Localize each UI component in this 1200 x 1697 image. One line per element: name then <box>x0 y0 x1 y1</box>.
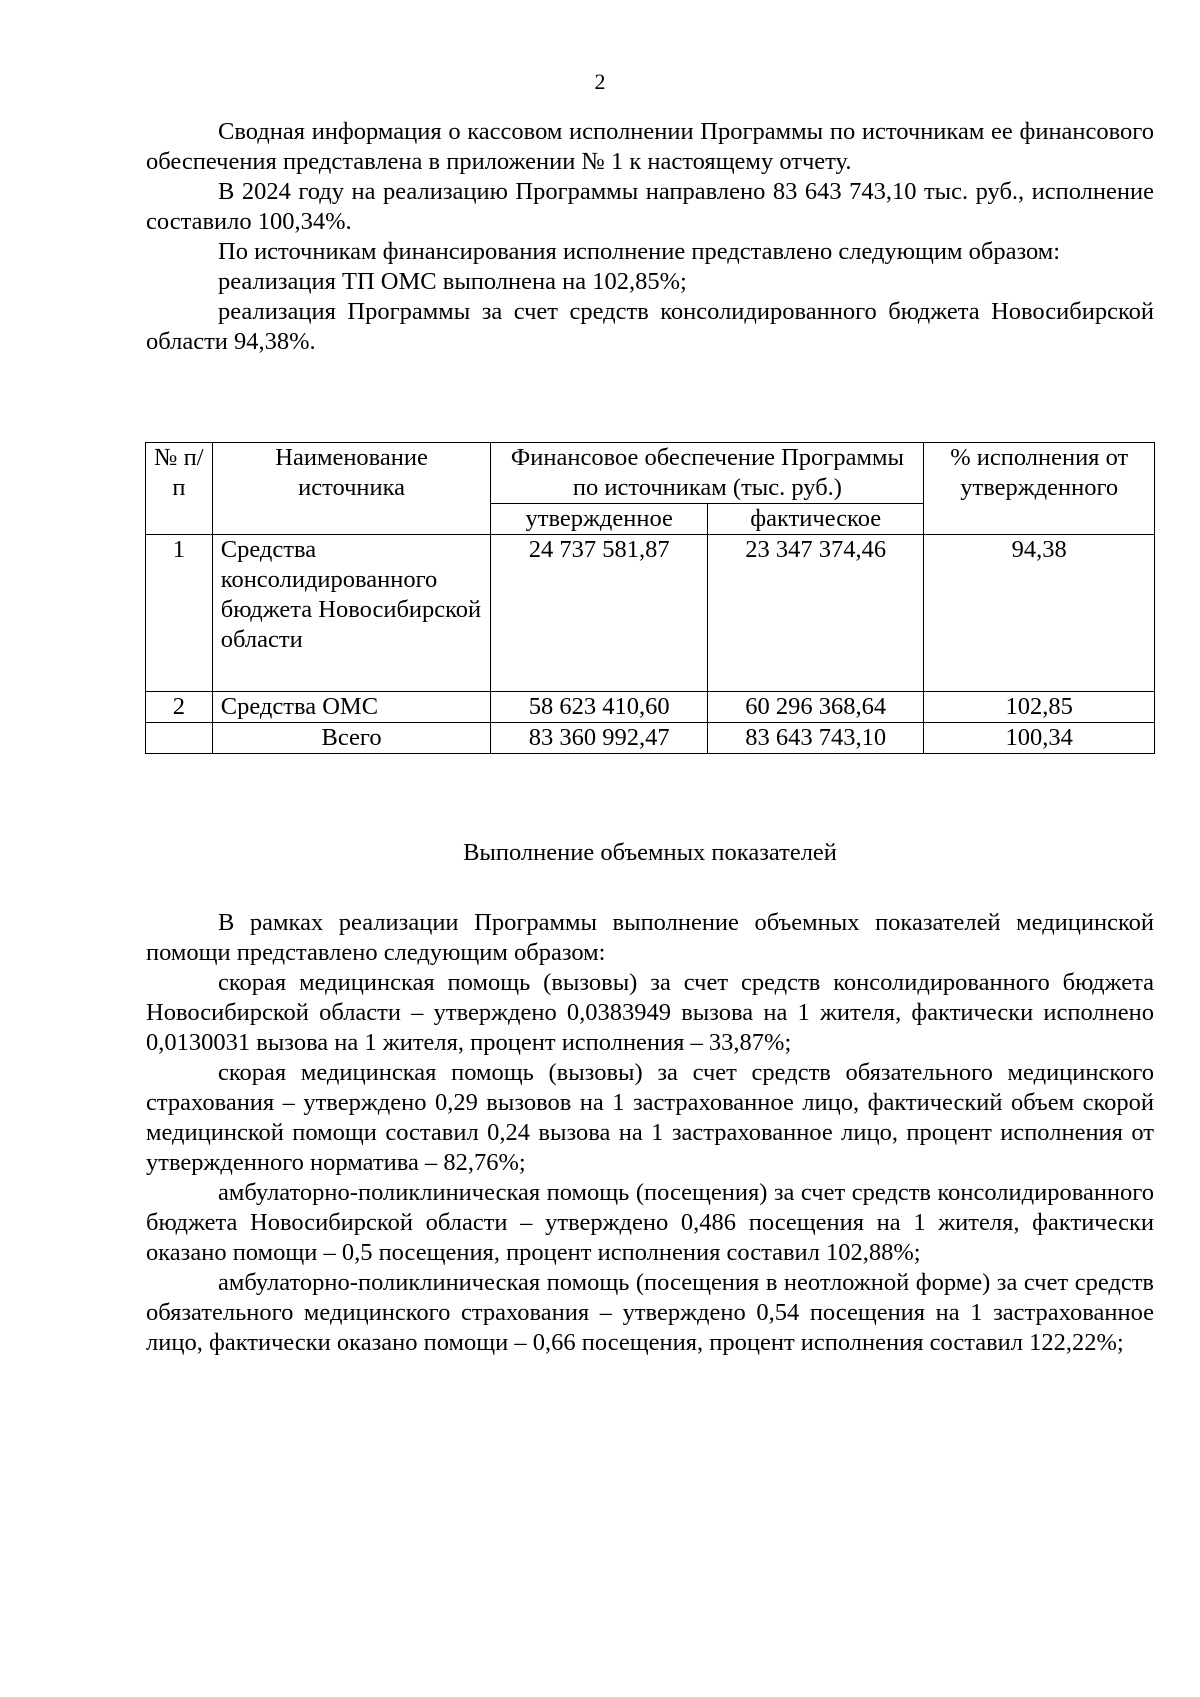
table-row <box>146 535 1155 692</box>
paragraph: В рамках реализации Программы выполнение объемных показателей медицинской помощи представлено следующим образом: <box>146 909 1154 966</box>
section-heading: Выполнение объемных показателей <box>463 839 837 866</box>
cell-empty <box>146 723 213 754</box>
table-row <box>146 692 1155 723</box>
paragraph: Сводная информация о кассовом исполнении Программы по источникам ее финансового обеспечения представлена в приложении № 1 к настоящему отчету. <box>146 118 1154 175</box>
header-approved: утвержденное <box>491 504 708 535</box>
cell-total-percent: 100,34 <box>924 723 1155 754</box>
cell-approved: 24 737 581,87 <box>491 535 708 692</box>
cell-total-actual: 83 643 743,10 <box>707 723 923 754</box>
cell-num: 2 <box>146 692 213 723</box>
header-source: Наименование источника <box>212 443 491 535</box>
cell-percent: 94,38 <box>924 535 1155 692</box>
paragraph: амбулаторно-поликлиническая помощь (посещения в неотложной форме) за счет средств обязательного медицинского страхования – утверждено 0,54 посещения на 1 застрахованное лицо, фактически оказано помощи – 0,66 посещения, процент исполнения составил 122,22%; <box>146 1269 1154 1356</box>
paragraph: реализация ТП ОМС выполнена на 102,85%; <box>218 268 687 295</box>
volume-text <box>146 908 1154 1358</box>
cell-num: 1 <box>146 535 213 692</box>
paragraph: амбулаторно-поликлиническая помощь (посещения) за счет средств консолидированного бюджета Новосибирской области – утверждено 0,486 посещения на 1 жителя, фактически оказано помощи – 0,5 посещения, процент исполнения составил 102,88%; <box>146 1179 1154 1266</box>
paragraph: В 2024 году на реализацию Программы направлено 83 643 743,10 тыс. руб., исполнение составило 100,34%. <box>146 178 1154 235</box>
paragraph: По источникам финансирования исполнение представлено следующим образом: <box>218 238 1061 265</box>
cell-actual: 60 296 368,64 <box>707 692 923 723</box>
paragraph: реализация Программы за счет средств консолидированного бюджета Новосибирской области 94,38%. <box>146 298 1154 355</box>
cell-total-label: Всего <box>212 723 491 754</box>
header-financing: Финансовое обеспечение Программы по источникам (тыс. руб.) <box>491 443 924 504</box>
financing-table <box>145 442 1155 754</box>
header-percent: % исполнения от утвержденного <box>924 443 1155 535</box>
table-header-row <box>146 443 1155 504</box>
paragraph: скорая медицинская помощь (вызовы) за счет средств обязательного медицинского страхования – утверждено 0,29 вызовов на 1 застрахованное лицо, фактический объем скорой медицинской помощи составил 0,24 вызова на 1 застрахованное лицо, процент исполнения от утвержденного норматива – 82,76%; <box>146 1059 1154 1176</box>
cell-source: Средства ОМС <box>212 692 491 723</box>
table-total-row <box>146 723 1155 754</box>
cell-total-approved: 83 360 992,47 <box>491 723 708 754</box>
header-num: № п/п <box>146 443 213 535</box>
page-number: 2 <box>594 69 606 94</box>
cell-percent: 102,85 <box>924 692 1155 723</box>
header-actual: фактическое <box>707 504 923 535</box>
cell-actual: 23 347 374,46 <box>707 535 923 692</box>
cell-approved: 58 623 410,60 <box>491 692 708 723</box>
cell-source: Средства консолидированного бюджета Новосибирской области <box>212 535 491 692</box>
intro-text <box>146 117 1154 357</box>
paragraph: скорая медицинская помощь (вызовы) за счет средств консолидированного бюджета Новосибирской области – утверждено 0,0383949 вызова на 1 жителя, фактически исполнено 0,0130031 вызова на 1 жителя, процент исполнения – 33,87%; <box>146 969 1154 1056</box>
